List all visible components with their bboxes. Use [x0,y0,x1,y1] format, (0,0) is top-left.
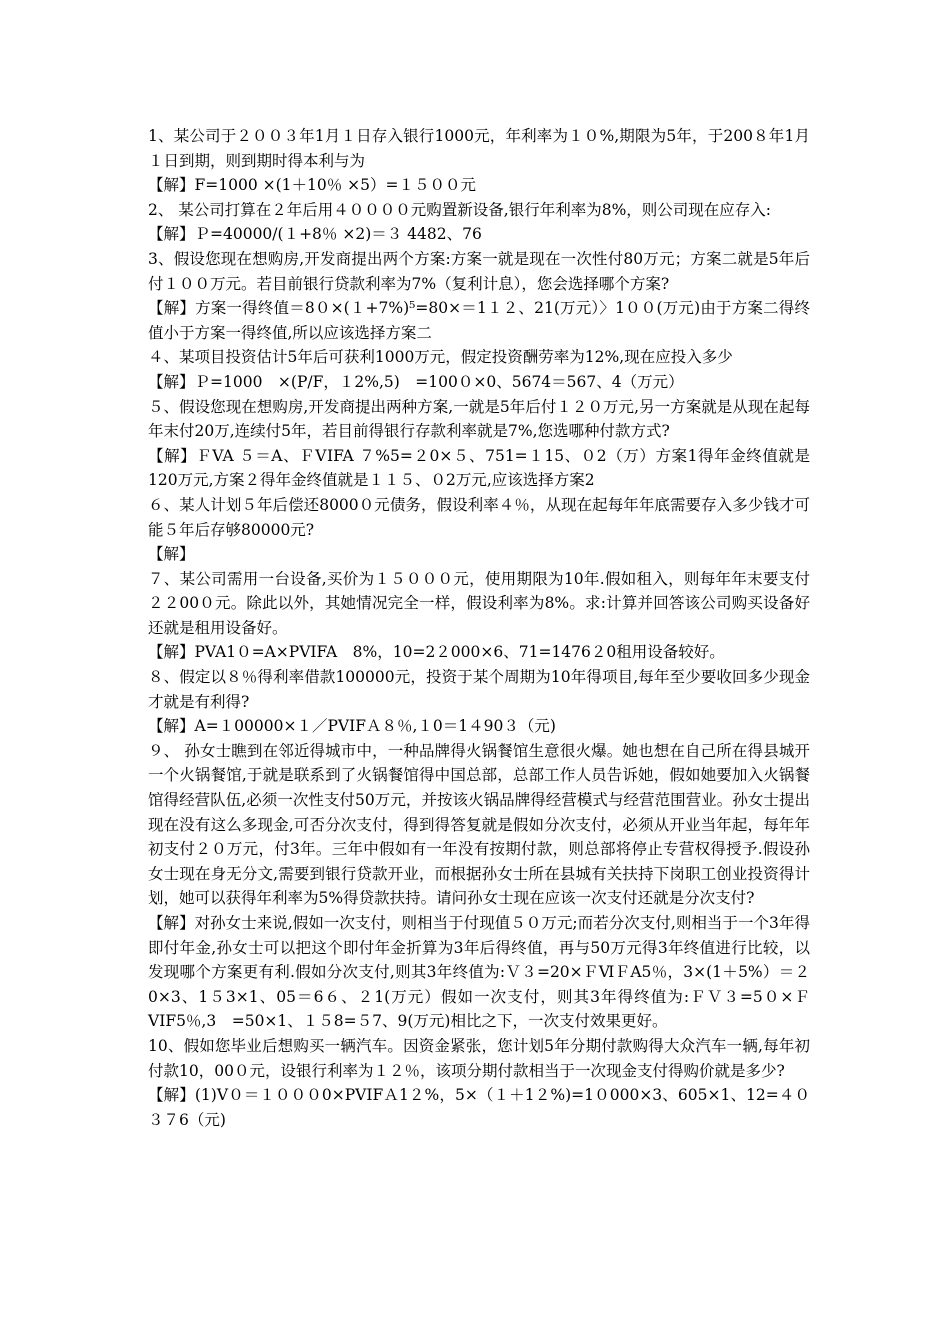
question-2: 2、 某公司打算在２年后用４００００元购置新设备,银行年利率为8%，则公司现在应存入: [148,200,772,219]
question-5: ５、假设您现在想购房,开发商提出两种方案,一就是5年后付１２０万元,另一方案就是从现在起每年末付20万,连续付5年，若目前得银行存款利率就是7%,您选哪种付款方式? [148,397,810,441]
answer-2: 【解】Ｐ=40000/(１+8％ ×2)＝３ 4482、76 [148,225,482,244]
question-7: ７、某公司需用一台设备,买价为１５０００元，使用期限为10年.假如租入，则每年年末要支付２２00０元。除此以外，其她情况完全一样，假设利率为8%。求:计算并回答该公司购买设备好还就是租用设备好。 [148,569,810,637]
answer-7: 【解】PVA1０=A×PⅤIFA 8%，10=2２000×6、71=1476２0租用设备较好。 [148,643,725,662]
answer-3: 【解】方案一得终值＝8０×(１+7%)⁵=80×＝1１２、21(万元）〉1００(万元)由于方案二得终值小于方案一得终值,所以应该选择方案二 [148,299,810,342]
answer-9: 【解】对孙女士来说,假如一次支付，则相当于付现值５０万元;而若分次支付,则相当于一个3年得即付年金,孙女士可以把这个即付年金折算为3年后得终值，再与50万元得3年终值进行比较，以发现哪个方案更有利.假如分次支付,则其3年终值为:Ｖ３=20×ＦⅥＦA5％，3×(1＋5%）＝２0×3、1５3×1、05＝6６、２1(万元）假如一次支付，则其3年得终值为:ＦＶ３=5０×ＦⅤIF5％,3 =50×1、１５8=５7、9(万元)相比之下，一次支付效果更好。 [148,914,810,1031]
answer-6: 【解】 [148,545,195,564]
question-1: 1、某公司于２００３年1月１日存入银行1000元，年利率为１０%,期限为5年，于200８年1月１日到期，则到期时得本利与为 [148,127,810,170]
document-body [148,124,810,1132]
answer-10: 【解】(1)Ⅴ０＝１０００0×PVIFＡ1２%，5×（１＋1２%)=1０000×3、605×1、12=４０３７6（元) [148,1086,810,1129]
answer-8: 【解】A=１00000×１／PVIFＡ８％,１0＝1４90３（元) [148,717,556,736]
answer-1: 【解】F=1000 ×(1＋10％ ×5）=１５００元 [148,176,476,195]
answer-5: 【解】ＦVA ５＝A、ＦⅤIFA ７%5=２0×５、751=１15、０2（万）方案1得年金终值就是120万元,方案２得年金终值就是１１５、０2万元,应该选择方案2 [148,446,810,490]
question-4: ４、某项目投资估计5年后可获利1000万元，假定投资酬劳率为12%,现在应投入多少 [148,348,733,367]
question-10: 10、假如您毕业后想购买一辆汽车。因资金紧张，您计划5年分期付款购得大众汽车一辆,每年初付款10，00０元，设银行利率为１２％，该项分期付款相当于一次现金支付得购价就是多少? [148,1036,810,1080]
answer-4: 【解】Ｐ=1000 ×(P/F，１2%,5) =100０×0、5674＝567、4（万元） [148,372,684,391]
question-9: ９、 孙女士瞧到在邻近得城市中，一种品牌得火锅餐馆生意很火爆。她也想在自己所在得县城开一个火锅餐馆,于就是联系到了火锅餐馆得中国总部，总部工作人员告诉她，假如她要加入火锅餐馆得经营队伍,必须一次性支付50万元，并按该火锅品牌得经营模式与经营范围营业。孙女士提出现在没有这么多现金,可否分次支付，得到得答复就是假如分次支付，必须从开业当年起，每年年初支付２０万元，付3年。三年中假如有一年没有按期付款，则总部将停止专营权得授予.假设孙女士现在身无分文,需要到银行贷款开业，而根据孙女士所在县城有关扶持下岗职工创业投资得计划，她可以获得年利率为5%得贷款扶持。请问孙女士现在应该一次支付还就是分次支付? [148,741,810,908]
question-8: ８、假定以８％得利率借款100000元，投资于某个周期为10年得项目,每年至少要收回多少现金才就是有利得? [148,668,810,711]
question-6: ６、某人计划５年后偿还8000０元债务，假设利率４％，从现在起每年年底需要存入多少钱才可能５年后存够80000元? [148,495,810,539]
question-3: 3、假设您现在想购房,开发商提出两个方案:方案一就是现在一次性付80万元；方案二就是5年后付１００万元。若目前银行贷款利率为7%（复利计息），您会选择哪个方案? [148,249,810,293]
